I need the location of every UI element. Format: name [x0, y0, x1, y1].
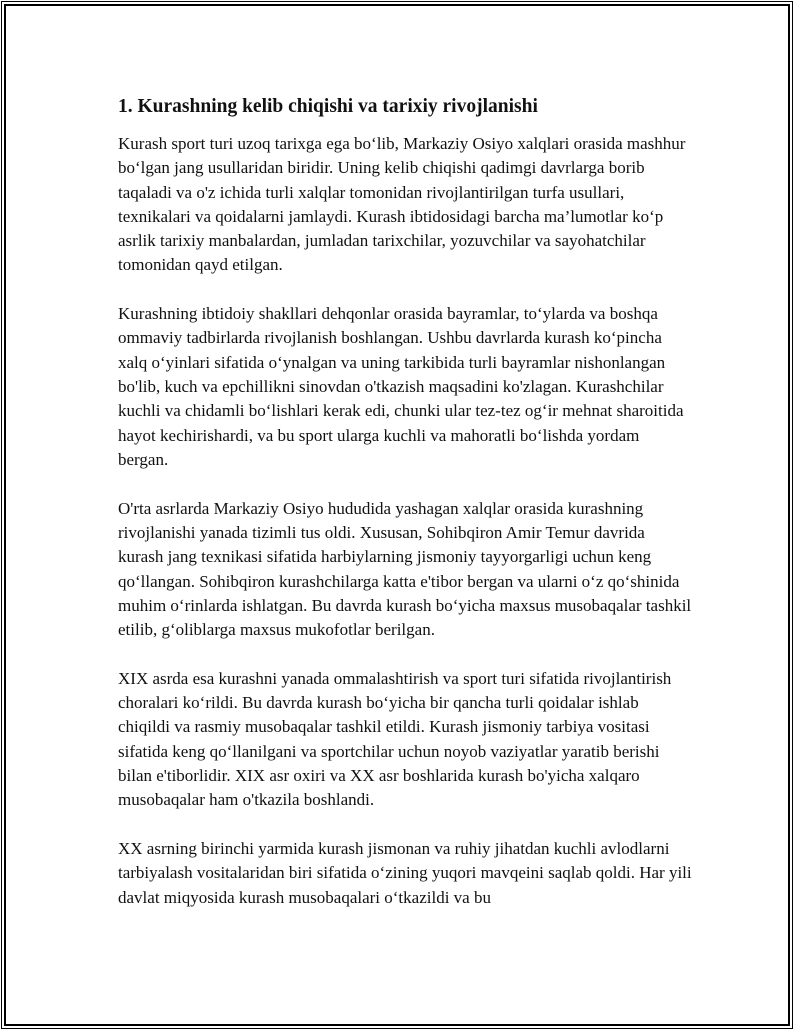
- paragraph-2: Kurashning ibtidoiy shakllari dehqonlar orasida bayramlar, to‘ylarda va boshqa ommaviy tadbirlarda rivojlanish boshlangan. Ushbu davrlarda kurash ko‘pincha xalq o‘yinlari sifatida o‘ynalgan va uning tarkibida turli bayramlar nishonlangan bo'lib, kuch va epchillikni sinovdan o'tkazish maqsadini ko'zlagan. Kurashchilar kuchli va chidamli bo‘lishlari kerak edi, chunki ular tez-tez og‘ir mehnat sharoitida hayot kechirishardi, va bu sport ularga kuchli va mahoratli bo‘lishda yordam bergan.: [118, 304, 684, 469]
- paragraph-1: Kurash sport turi uzoq tarixga ega bo‘lib, Markaziy Osiyo xalqlari orasida mashhur bo‘lgan jang usullaridan biridir. Uning kelib chiqishi qadimgi davrlarga borib taqaladi va o'z ichida turli xalqlar tomonidan rivojlantirilgan turfa usullari, texnikalari va qoidalarni jamlaydi. Kurash ibtidosidagi barcha ma’lumotlar ko‘p asrlik tarixiy manbalardan, jumladan tarixchilar, yozuvchilar va sayohatchilar tomonidan qayd etilgan.: [118, 134, 686, 275]
- paragraph-4: XIX asrda esa kurashni yanada ommalashtirish va sport turi sifatida rivojlantirish choralari ko‘rildi. Bu davrda kurash bo‘yicha bir qancha turli qoidalar ishlab chiqildi va rasmiy musobaqalar tashkil etildi. Kurash jismoniy tarbiya vositasi sifatida keng qo‘llanilgani va sportchilar uchun noyob vaziyatlar yaratib berishi bilan e'tiborlidir. XIX asr oxiri va XX asr boshlarida kurash bo'yicha xalqaro musobaqalar ham o'tkazila boshlandi.: [118, 668, 672, 810]
- paragraph-5: XX asrning birinchi yarmida kurash jismonan va ruhiy jihatdan kuchli avlodlarni tarbiyalash vositalaridan biri sifatida o‘zining yuqori mavqeini saqlab qoldi. Har yili davlat miqyosida kurash musobaqalari o‘tkazildi va bu: [118, 838, 692, 907]
- section-heading: 1. Kurashning kelib chiqishi va tarixiy rivojlanishi: [118, 96, 538, 117]
- paragraph-3: O'rta asrlarda Markaziy Osiyo hududida yashagan xalqlar orasida kurashning rivojlanishi yanada tizimli tus oldi. Xususan, Sohibqiron Amir Temur davrida kurash jang texnikasi sifatida harbiylarning jismoniy tayyorgarligi uchun keng qo‘llangan. Sohibqiron kurashchilarga katta e'tibor bergan va ularni o‘z qo‘shinida muhim o‘rinlarda ishlatgan. Bu davrda kurash bo‘yicha maxsus musobaqalar tashkil etilib, g‘oliblarga maxsus mukofotlar berilgan.: [118, 498, 692, 640]
- document-body: [118, 94, 693, 934]
